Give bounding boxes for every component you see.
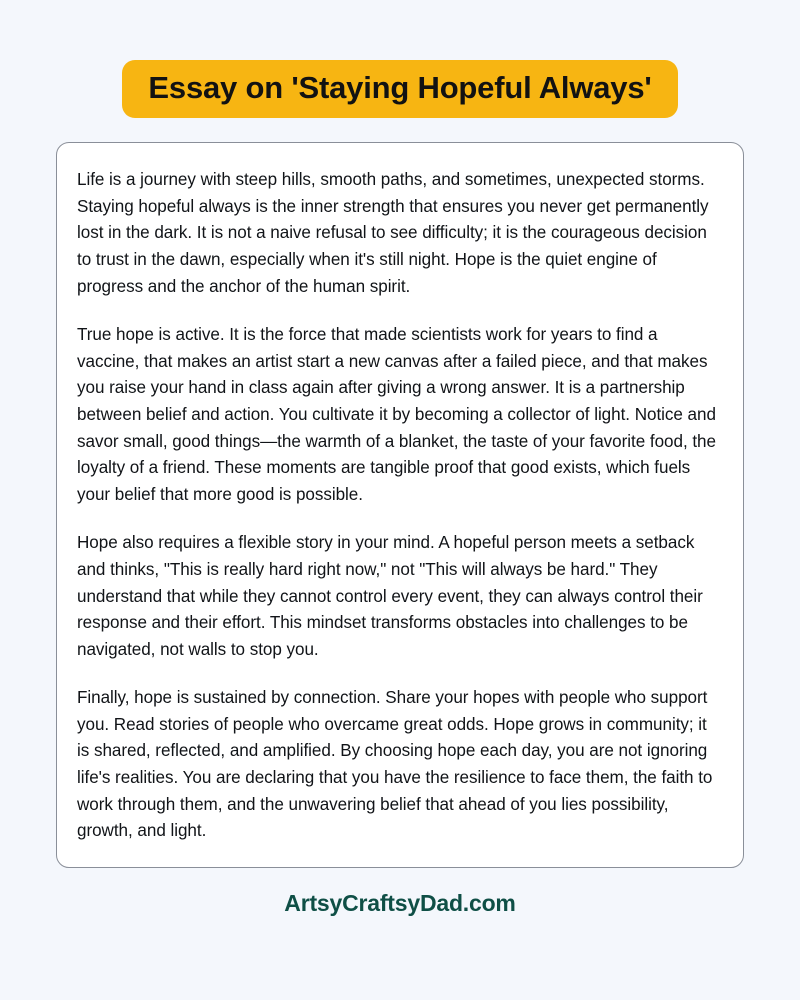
essay-paragraph: Finally, hope is sustained by connection. Share your hopes with people who support you. Read stories of people who overcame great odds. Hope grows in community; it is shared, reflected, and amplified. By choosing hope each day, you are not ignoring life's realities. You are declaring that you have the resilience to face them, the faith to work through them, and the unwavering belief that ahead of you lies possibility, growth, and light.: [77, 688, 713, 841]
essay-paragraph: Life is a journey with steep hills, smooth paths, and sometimes, unexpected storms. Staying hopeful always is the inner strength that ensures you never get permanently lost in the dark. It is not a naive refusal to see difficulty; it is the courageous decision to trust in the dawn, especially when it's still night. Hope is the quiet engine of progress and the anchor of the human spirit.: [77, 170, 709, 296]
page-title: Essay on 'Staying Hopeful Always': [148, 70, 652, 105]
essay-paragraph: Hope also requires a flexible story in your mind. A hopeful person meets a setback and thinks, "This is really hard right now," not "This will always be hard." They understand that while they cannot control every event, they can always control their response and their effort. This mindset transforms obstacles into challenges to be navigated, not walls to stop you.: [77, 533, 703, 659]
site-branding: ArtsyCraftsyDad.com: [284, 889, 516, 916]
title-banner: [122, 60, 677, 118]
essay-card: [56, 142, 744, 868]
essay-paragraph: True hope is active. It is the force that made scientists work for years to find a vaccine, that makes an artist start a new canvas after a failed piece, and that makes you raise your hand in class again after giving a wrong answer. It is a partnership between belief and action. You cultivate it by becoming a collector of light. Notice and savor small, good things—the warmth of a blanket, the taste of your favorite food, the loyalty of a friend. These moments are tangible proof that good exists, which fuels your belief that more good is possible.: [77, 325, 716, 504]
